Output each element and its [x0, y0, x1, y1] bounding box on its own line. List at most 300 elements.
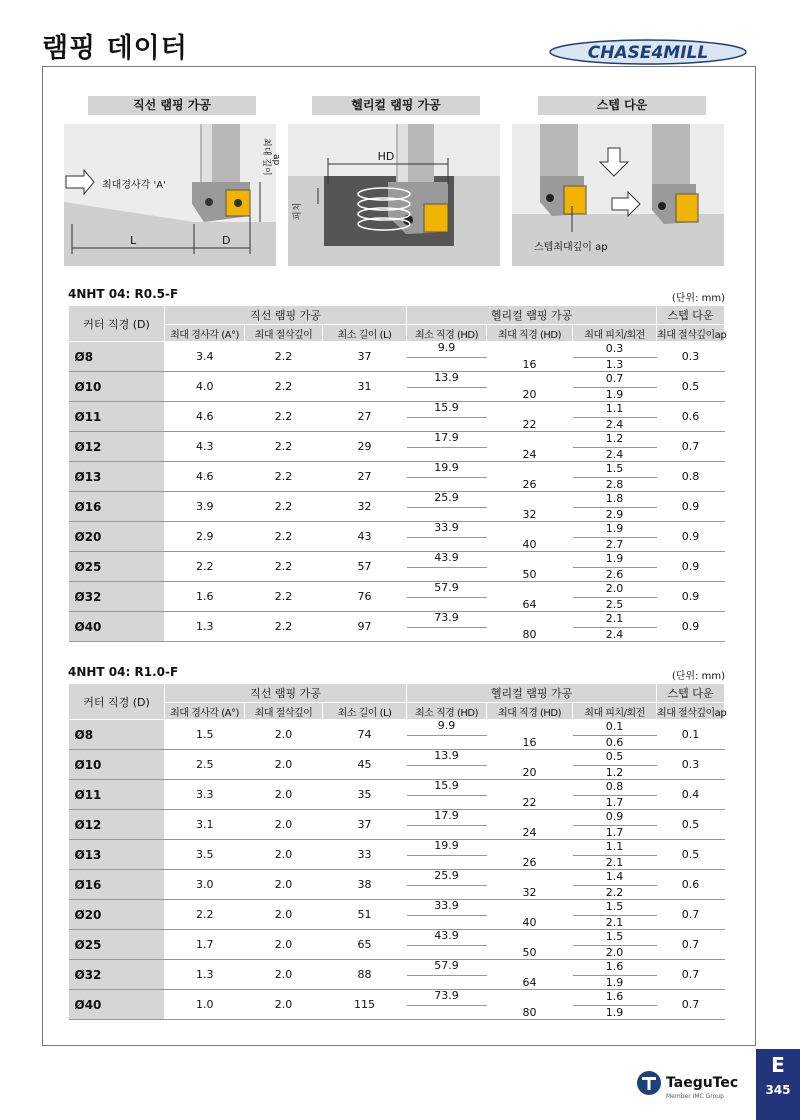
header-min-length: 최소 길이 (L) — [323, 325, 407, 342]
max-pitch-cell — [573, 432, 657, 462]
pitch-min-value: 1.9 — [605, 552, 624, 565]
max-hd-value: 40 — [522, 538, 537, 551]
cutter-diameter-cell: Ø25 — [69, 552, 165, 582]
max-pitch-cell — [573, 552, 657, 582]
min-length-cell: 27 — [323, 402, 407, 432]
diagram-step-down — [512, 124, 724, 266]
pitch-min-value: 1.4 — [605, 870, 624, 883]
max-pitch-cell — [573, 930, 657, 960]
cutter-diameter-cell: Ø20 — [69, 522, 165, 552]
ramping-table-r10 — [68, 683, 725, 1020]
chase4mill-logo — [548, 36, 748, 66]
pitch-min-value: 1.8 — [605, 492, 624, 505]
pitch-max-value: 1.7 — [605, 796, 624, 809]
tool-shank-right-icon — [652, 124, 690, 184]
max-depth-cell: 2.0 — [245, 960, 323, 990]
pitch-max-value: 1.9 — [605, 388, 624, 401]
header-helical-ramping: 헬리컬 램핑 가공 — [407, 306, 657, 325]
min-hd-value: 73.9 — [434, 611, 459, 624]
table-row — [69, 582, 725, 612]
max-hd-value: 22 — [522, 418, 537, 431]
min-hd-cell — [407, 342, 487, 372]
cutter-diameter-cell: Ø12 — [69, 810, 165, 840]
max-hd-cell — [487, 900, 573, 930]
pitch-max-value: 1.9 — [605, 976, 624, 989]
pitch-min-value: 1.2 — [605, 432, 624, 445]
max-pitch-cell — [573, 870, 657, 900]
pitch-min-value: 1.5 — [605, 930, 624, 943]
min-hd-cell — [407, 582, 487, 612]
table-row — [69, 492, 725, 522]
pitch-max-value: 2.1 — [605, 856, 624, 869]
pitch-max-value: 2.6 — [605, 568, 624, 581]
cutter-diameter-cell: Ø16 — [69, 870, 165, 900]
pitch-max-value: 2.4 — [605, 628, 624, 641]
step-depth-cell: 0.7 — [657, 432, 725, 462]
max-depth-cell: 2.2 — [245, 552, 323, 582]
step-depth-cell: 0.3 — [657, 750, 725, 780]
min-hd-cell — [407, 930, 487, 960]
pitch-min-value: 0.8 — [605, 780, 624, 793]
max-angle-cell: 2.5 — [165, 750, 245, 780]
max-hd-cell — [487, 522, 573, 552]
min-hd-cell — [407, 432, 487, 462]
max-pitch-cell — [573, 462, 657, 492]
max-pitch-cell — [573, 750, 657, 780]
header-max-angle: 최대 경사각 (A°) — [165, 325, 245, 342]
table1-title: 4NHT 04: R0.5-F — [68, 287, 179, 301]
pitch-label: 피치 — [293, 202, 303, 220]
pitch-min-value: 0.5 — [605, 750, 624, 763]
min-length-cell: 76 — [323, 582, 407, 612]
max-hd-cell — [487, 930, 573, 960]
table-row — [69, 552, 725, 582]
max-hd-cell — [487, 582, 573, 612]
max-depth-cell: 2.2 — [245, 402, 323, 432]
max-pitch-cell — [573, 840, 657, 870]
min-length-cell: 74 — [323, 720, 407, 750]
min-length-cell: 32 — [323, 492, 407, 522]
min-hd-cell — [407, 840, 487, 870]
panel-label-helical: 헬리컬 램핑 가공 — [312, 96, 480, 115]
brand-tagline: Member IMC Group — [666, 1093, 724, 1100]
header-helical-ramping: 헬리컬 램핑 가공 — [407, 684, 657, 703]
max-depth-cell: 2.0 — [245, 810, 323, 840]
header-max-hd: 최대 직경 (HD) — [487, 325, 573, 342]
min-hd-value: 57.9 — [434, 959, 459, 972]
min-hd-cell — [407, 522, 487, 552]
max-depth-cell: 2.0 — [245, 870, 323, 900]
header-cutter-diameter: 커터 직경 (D) — [69, 684, 165, 720]
step-depth-cell: 0.7 — [657, 930, 725, 960]
max-hd-cell — [487, 990, 573, 1020]
cutter-diameter-cell: Ø10 — [69, 750, 165, 780]
step-depth-cell: 0.5 — [657, 840, 725, 870]
max-angle-cell: 1.3 — [165, 960, 245, 990]
min-hd-value: 13.9 — [434, 371, 459, 384]
step-depth-cell: 0.1 — [657, 720, 725, 750]
max-angle-cell: 4.6 — [165, 462, 245, 492]
max-hd-value: 32 — [522, 508, 537, 521]
max-pitch-cell — [573, 960, 657, 990]
pitch-max-value: 2.1 — [605, 916, 624, 929]
max-depth-cell: 2.2 — [245, 582, 323, 612]
cutter-diameter-cell: Ø11 — [69, 402, 165, 432]
panel-label-step: 스텝 다운 — [538, 96, 706, 115]
table-row — [69, 750, 725, 780]
min-hd-cell — [407, 960, 487, 990]
min-length-cell: 35 — [323, 780, 407, 810]
max-hd-cell — [487, 432, 573, 462]
max-angle-cell: 3.3 — [165, 780, 245, 810]
pitch-max-value: 2.0 — [605, 946, 624, 959]
min-hd-value: 43.9 — [434, 929, 459, 942]
cutter-diameter-cell: Ø20 — [69, 900, 165, 930]
step-depth-cell: 0.7 — [657, 990, 725, 1020]
table-row — [69, 990, 725, 1020]
max-hd-cell — [487, 462, 573, 492]
min-hd-cell — [407, 870, 487, 900]
max-hd-value: 26 — [522, 856, 537, 869]
pitch-max-value: 2.9 — [605, 508, 624, 521]
cutter-diameter-cell: Ø40 — [69, 612, 165, 642]
pitch-max-value: 1.3 — [605, 358, 624, 371]
pitch-min-value: 1.9 — [605, 522, 624, 535]
header-cutter-diameter: 커터 직경 (D) — [69, 306, 165, 342]
cutter-diameter-cell: Ø12 — [69, 432, 165, 462]
max-hd-cell — [487, 960, 573, 990]
min-hd-cell — [407, 780, 487, 810]
max-hd-value: 50 — [522, 946, 537, 959]
max-angle-cell: 3.5 — [165, 840, 245, 870]
insert-right-icon — [676, 194, 698, 222]
min-hd-cell — [407, 372, 487, 402]
cutter-diameter-cell: Ø40 — [69, 990, 165, 1020]
max-depth-cell: 2.2 — [245, 522, 323, 552]
page-title: 램핑 데이터 — [42, 33, 188, 64]
brand-name: TaeguTec — [666, 1075, 739, 1091]
min-hd-value: 15.9 — [434, 401, 459, 414]
cutter-diameter-cell: Ø8 — [69, 342, 165, 372]
max-angle-cell: 2.2 — [165, 900, 245, 930]
max-depth-cell: 2.0 — [245, 720, 323, 750]
header-step-down: 스텝 다운 — [657, 684, 725, 703]
table-row — [69, 810, 725, 840]
max-hd-value: 20 — [522, 766, 537, 779]
min-hd-value: 43.9 — [434, 551, 459, 564]
pitch-max-value: 1.9 — [605, 1006, 624, 1019]
max-hd-value: 64 — [522, 976, 537, 989]
pitch-min-value: 1.5 — [605, 900, 624, 913]
max-pitch-cell — [573, 612, 657, 642]
pitch-min-value: 0.1 — [605, 720, 624, 733]
max-angle-cell: 1.6 — [165, 582, 245, 612]
table2-unit: (단위: mm) — [671, 671, 725, 682]
min-hd-value: 9.9 — [437, 341, 456, 354]
min-hd-value: 13.9 — [434, 749, 459, 762]
table-row — [69, 402, 725, 432]
min-hd-value: 73.9 — [434, 989, 459, 1002]
table1-unit: (단위: mm) — [671, 293, 725, 304]
step-depth-cell: 0.9 — [657, 582, 725, 612]
step-depth-cell: 0.4 — [657, 780, 725, 810]
max-hd-cell — [487, 720, 573, 750]
step-depth-cell: 0.6 — [657, 870, 725, 900]
max-hd-cell — [487, 552, 573, 582]
max-pitch-cell — [573, 900, 657, 930]
header-max-depth: 최대 절삭깊이 — [245, 325, 323, 342]
cutter-diameter-cell: Ø11 — [69, 780, 165, 810]
min-hd-cell — [407, 402, 487, 432]
min-length-cell: 37 — [323, 342, 407, 372]
pitch-min-value: 0.7 — [605, 372, 624, 385]
step-depth-cell: 0.7 — [657, 900, 725, 930]
cutter-diameter-cell: Ø32 — [69, 582, 165, 612]
step-depth-cell: 0.9 — [657, 492, 725, 522]
pitch-max-value: 2.7 — [605, 538, 624, 551]
max-angle-cell: 1.5 — [165, 720, 245, 750]
step-depth-cell: 0.9 — [657, 522, 725, 552]
section-tab — [756, 1049, 800, 1120]
max-depth-cell: 2.2 — [245, 492, 323, 522]
max-pitch-cell — [573, 810, 657, 840]
max-hd-value: 40 — [522, 916, 537, 929]
insert-left-icon — [564, 186, 586, 214]
max-hd-value: 20 — [522, 388, 537, 401]
min-length-cell: 29 — [323, 432, 407, 462]
max-depth-cell: 2.0 — [245, 750, 323, 780]
min-hd-value: 33.9 — [434, 899, 459, 912]
max-hd-value: 22 — [522, 796, 537, 809]
min-hd-value: 17.9 — [434, 809, 459, 822]
table-row — [69, 462, 725, 492]
max-angle-cell: 1.3 — [165, 612, 245, 642]
page-number: 345 — [765, 1083, 791, 1097]
cutter-diameter-cell: Ø16 — [69, 492, 165, 522]
pitch-min-value: 1.1 — [605, 402, 624, 415]
max-hd-cell — [487, 840, 573, 870]
max-hd-value: 80 — [522, 628, 537, 641]
min-hd-cell — [407, 462, 487, 492]
min-length-cell: 31 — [323, 372, 407, 402]
pitch-max-value: 0.6 — [605, 736, 624, 749]
diagram-linear-ramping — [64, 124, 281, 266]
max-hd-cell — [487, 492, 573, 522]
max-depth-note: 최대 깊이 — [261, 138, 271, 176]
pitch-min-value: 0.3 — [605, 342, 624, 355]
max-hd-cell — [487, 750, 573, 780]
min-hd-cell — [407, 492, 487, 522]
max-pitch-cell — [573, 582, 657, 612]
max-angle-note: 최대경사각 'A' — [102, 180, 166, 191]
min-hd-cell — [407, 900, 487, 930]
max-hd-value: 80 — [522, 1006, 537, 1019]
min-length-cell: 38 — [323, 870, 407, 900]
max-depth-cell: 2.2 — [245, 342, 323, 372]
pitch-max-value: 2.8 — [605, 478, 624, 491]
step-depth-cell: 0.9 — [657, 552, 725, 582]
max-hd-cell — [487, 342, 573, 372]
max-angle-cell: 1.7 — [165, 930, 245, 960]
header-linear-ramping: 직선 램핑 가공 — [165, 684, 407, 703]
max-pitch-cell — [573, 402, 657, 432]
max-depth-cell: 2.2 — [245, 462, 323, 492]
pitch-min-value: 0.9 — [605, 810, 624, 823]
cutter-diameter-cell: Ø32 — [69, 960, 165, 990]
pitch-min-value: 1.5 — [605, 462, 624, 475]
header-linear-ramping: 직선 램핑 가공 — [165, 306, 407, 325]
step-depth-cell: 0.3 — [657, 342, 725, 372]
diagram-helical-ramping — [288, 124, 500, 266]
table-row — [69, 342, 725, 372]
min-hd-cell — [407, 750, 487, 780]
table-row — [69, 432, 725, 462]
max-hd-value: 24 — [522, 826, 537, 839]
cutter-diameter-cell: Ø25 — [69, 930, 165, 960]
max-depth-cell: 2.0 — [245, 930, 323, 960]
max-hd-value: 64 — [522, 598, 537, 611]
length-L-label: L — [130, 234, 137, 247]
max-depth-cell: 2.0 — [245, 840, 323, 870]
table-row — [69, 720, 725, 750]
max-pitch-cell — [573, 522, 657, 552]
max-pitch-cell — [573, 720, 657, 750]
min-hd-value: 19.9 — [434, 461, 459, 474]
step-depth-cell: 0.5 — [657, 372, 725, 402]
step-depth-cell: 0.5 — [657, 810, 725, 840]
table-row — [69, 930, 725, 960]
min-length-cell: 115 — [323, 990, 407, 1020]
step-depth-cell: 0.6 — [657, 402, 725, 432]
table-row — [69, 372, 725, 402]
max-depth-cell: 2.2 — [245, 372, 323, 402]
cutter-diameter-cell: Ø13 — [69, 462, 165, 492]
pitch-max-value: 2.2 — [605, 886, 624, 899]
max-pitch-cell — [573, 990, 657, 1020]
max-hd-value: 26 — [522, 478, 537, 491]
min-length-cell: 57 — [323, 552, 407, 582]
header-max-angle: 최대 경사각 (A°) — [165, 703, 245, 720]
header-min-hd: 최소 직경 (HD) — [407, 703, 487, 720]
insert-icon — [424, 204, 448, 232]
table-row — [69, 780, 725, 810]
pitch-min-value: 2.0 — [605, 582, 624, 595]
max-angle-cell: 3.1 — [165, 810, 245, 840]
pitch-max-value: 1.2 — [605, 766, 624, 779]
max-hd-cell — [487, 372, 573, 402]
pitch-min-value: 1.1 — [605, 840, 624, 853]
table-row — [69, 870, 725, 900]
max-hd-cell — [487, 870, 573, 900]
cutter-diameter-cell: Ø13 — [69, 840, 165, 870]
step-depth-cell: 0.8 — [657, 462, 725, 492]
header-max-pitch: 최대 피치/회전 — [573, 325, 657, 342]
max-pitch-cell — [573, 372, 657, 402]
header-step-down: 스텝 다운 — [657, 306, 725, 325]
min-hd-cell — [407, 612, 487, 642]
header-min-hd: 최소 직경 (HD) — [407, 325, 487, 342]
min-hd-value: 9.9 — [437, 719, 456, 732]
max-pitch-cell — [573, 492, 657, 522]
header-max-pitch: 최대 피치/회전 — [573, 703, 657, 720]
max-angle-cell: 2.2 — [165, 552, 245, 582]
max-hd-cell — [487, 810, 573, 840]
header-max-depth: 최대 절삭깊이 — [245, 703, 323, 720]
min-hd-cell — [407, 720, 487, 750]
max-angle-cell: 4.0 — [165, 372, 245, 402]
max-hd-cell — [487, 612, 573, 642]
min-hd-cell — [407, 990, 487, 1020]
min-hd-cell — [407, 552, 487, 582]
min-length-cell: 45 — [323, 750, 407, 780]
max-hd-value: 16 — [522, 736, 537, 749]
step-depth-note: 스텝최대깊이 ap — [534, 242, 608, 253]
header-step-depth: 최대 절삭깊이ap — [657, 325, 725, 342]
pitch-max-value: 2.4 — [605, 418, 624, 431]
min-hd-value: 25.9 — [434, 869, 459, 882]
min-hd-value: 19.9 — [434, 839, 459, 852]
pitch-min-value: 2.1 — [605, 612, 624, 625]
pitch-min-value: 1.6 — [605, 960, 624, 973]
min-hd-cell — [407, 810, 487, 840]
max-hd-value: 16 — [522, 358, 537, 371]
max-depth-cell: 2.0 — [245, 780, 323, 810]
max-angle-cell: 4.6 — [165, 402, 245, 432]
max-hd-cell — [487, 780, 573, 810]
pitch-min-value: 1.6 — [605, 990, 624, 1003]
min-length-cell: 65 — [323, 930, 407, 960]
table-row — [69, 612, 725, 642]
min-hd-value: 25.9 — [434, 491, 459, 504]
max-angle-cell: 2.9 — [165, 522, 245, 552]
cutter-diameter-cell: Ø10 — [69, 372, 165, 402]
max-hd-value: 32 — [522, 886, 537, 899]
ramping-table-r05 — [68, 305, 725, 642]
max-hd-cell — [487, 402, 573, 432]
header-min-length: 최소 길이 (L) — [323, 703, 407, 720]
min-length-cell: 37 — [323, 810, 407, 840]
min-length-cell: 88 — [323, 960, 407, 990]
max-angle-cell: 1.0 — [165, 990, 245, 1020]
min-length-cell: 51 — [323, 900, 407, 930]
logo-text: CHASE4MILL — [587, 43, 709, 63]
table-row — [69, 522, 725, 552]
pitch-max-value: 2.4 — [605, 448, 624, 461]
table2-title: 4NHT 04: R1.0-F — [68, 665, 179, 679]
pitch-max-value: 1.7 — [605, 826, 624, 839]
min-hd-value: 33.9 — [434, 521, 459, 534]
max-depth-cell: 2.2 — [245, 612, 323, 642]
table-row — [69, 960, 725, 990]
min-hd-value: 57.9 — [434, 581, 459, 594]
tool-shank-left-icon — [540, 124, 578, 176]
pitch-max-value: 2.5 — [605, 598, 624, 611]
table-row — [69, 840, 725, 870]
header-max-hd: 최대 직경 (HD) — [487, 703, 573, 720]
min-length-cell: 33 — [323, 840, 407, 870]
max-angle-cell: 3.0 — [165, 870, 245, 900]
max-depth-cell: 2.0 — [245, 900, 323, 930]
min-hd-value: 15.9 — [434, 779, 459, 792]
min-hd-value: 17.9 — [434, 431, 459, 444]
cutter-diameter-cell: Ø8 — [69, 720, 165, 750]
step-depth-cell: 0.7 — [657, 960, 725, 990]
hd-label: HD — [377, 150, 395, 163]
taegutec-logo-icon — [636, 1070, 662, 1096]
section-letter: E — [771, 1053, 785, 1077]
max-angle-cell: 4.3 — [165, 432, 245, 462]
max-hd-value: 24 — [522, 448, 537, 461]
